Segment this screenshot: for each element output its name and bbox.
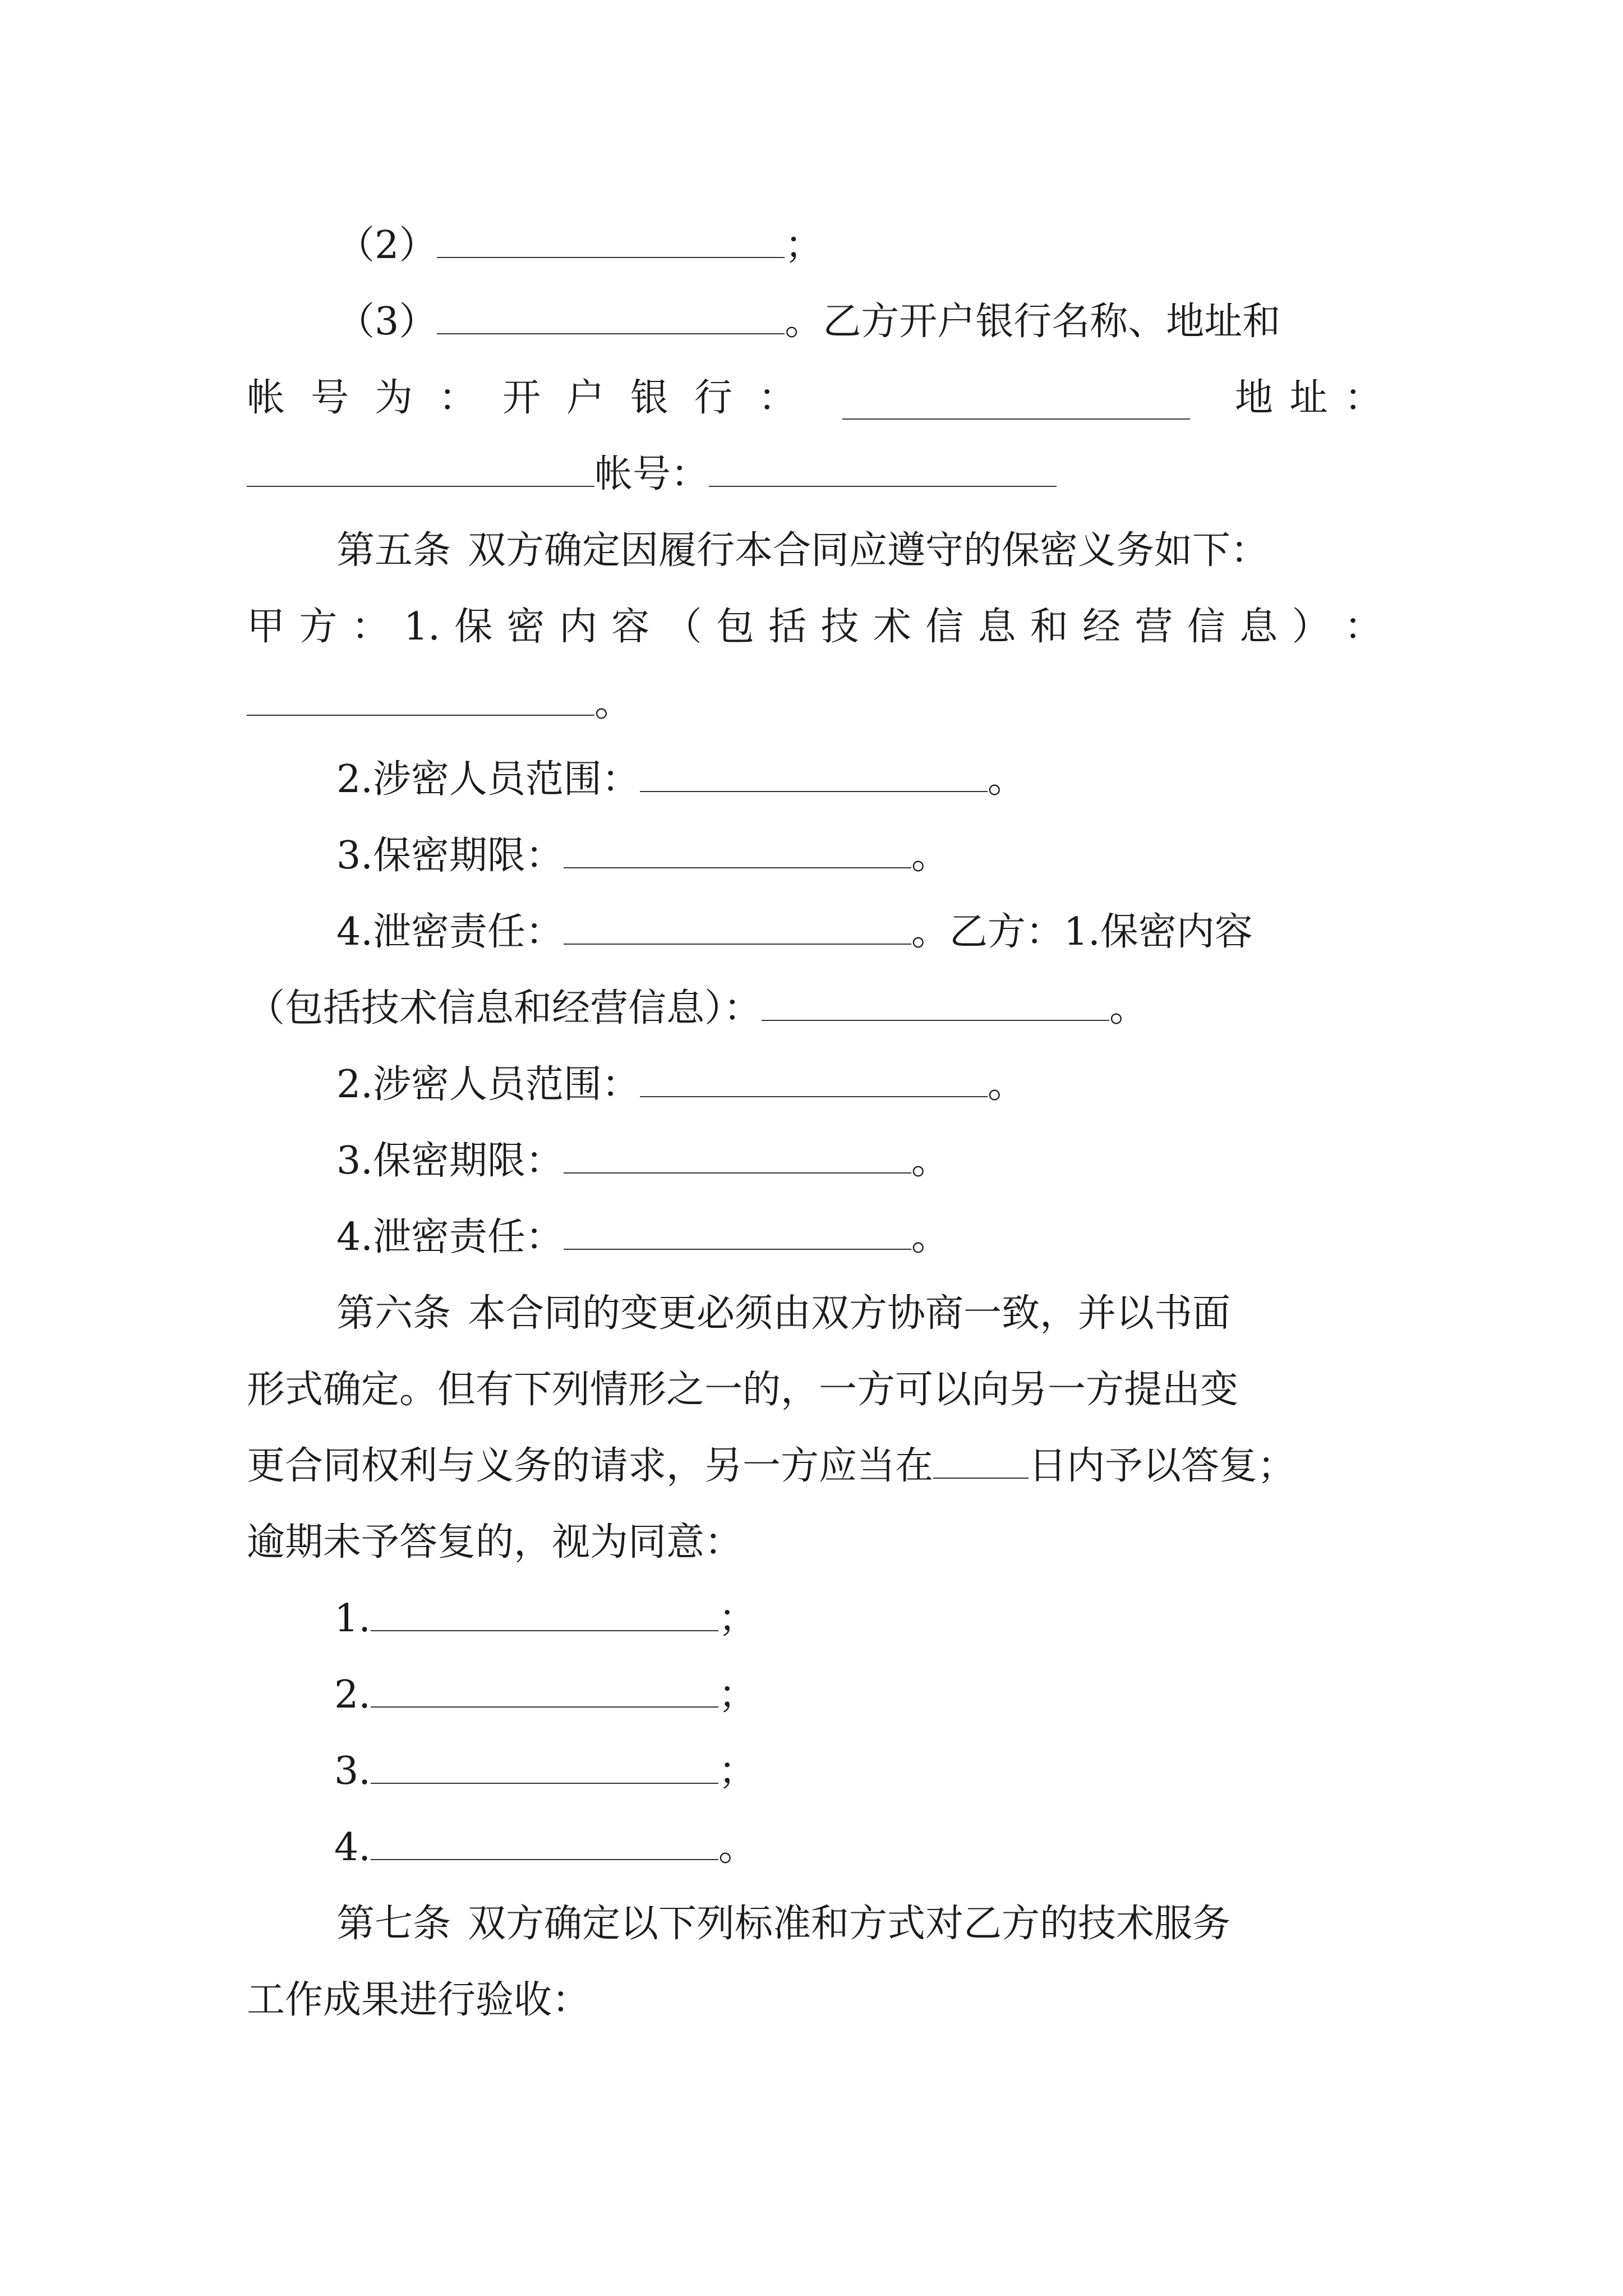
article-6-line-4: 逾期未予答复的，视为同意： <box>247 1520 743 1565</box>
field-label: 4.泄密责任： <box>336 1215 564 1259</box>
blank-field[interactable] <box>371 1598 718 1631</box>
party-a-confidential-content: 甲 方 ： 1. 保 密 内 容 （ 包 括 技 术 信 息 和 经 营 信 息 ） ： <box>247 605 1382 649</box>
address-field[interactable] <box>247 453 594 487</box>
item-number: （3） <box>336 300 437 344</box>
party-b-period: 3.保密期限： 。 <box>336 1139 949 1183</box>
article-text: 双方确定因履行本合同应遵守的保密义务如下： <box>468 528 1269 573</box>
bank-intro-text: 。乙方开户银行名称、地址和 <box>785 300 1281 344</box>
list-item: 3. ； <box>334 1749 757 1793</box>
field-label: 3.保密期限： <box>336 1139 564 1183</box>
blank-field[interactable] <box>564 1216 911 1250</box>
blank-field[interactable] <box>564 1140 911 1174</box>
list-item: 1. ； <box>334 1596 757 1641</box>
address-label-spaced: 地 址 ： <box>1235 376 1382 420</box>
address-account-line <box>247 453 1057 496</box>
party-b-scope: 2.涉密人员范围： 。 <box>336 1062 1026 1107</box>
blank-field[interactable] <box>437 301 785 334</box>
party-a-content-blank-line: 。 <box>247 682 633 725</box>
blank-field[interactable] <box>437 224 785 258</box>
bank-label-spaced: 帐 号 为 ： 开 户 银 行 ： <box>247 376 796 420</box>
item-end: ； <box>785 223 823 268</box>
blank-field[interactable] <box>371 1750 718 1784</box>
article-6-heading <box>336 1292 1230 1335</box>
field-label: 2.涉密人员范围： <box>336 757 640 802</box>
item-number: （2） <box>336 223 437 268</box>
article-title: 第五条 <box>336 528 451 573</box>
party-a-scope: 2.涉密人员范围： 。 <box>336 757 1026 802</box>
field-label: 4.泄密责任： <box>336 910 564 954</box>
clause-item-3 <box>336 301 1280 343</box>
article-5-heading <box>336 530 1269 572</box>
account-label: 帐号： <box>594 452 709 496</box>
blank-field[interactable] <box>640 1064 988 1097</box>
field-label: 2.涉密人员范围： <box>336 1062 640 1107</box>
article-6-line-3: 更合同权利与义务的请求，另一方应当在 日内予以答复； <box>247 1444 1296 1488</box>
blank-field[interactable] <box>762 987 1109 1021</box>
article-text: 双方确定以下列标准和方式对乙方的技术服务 <box>468 1902 1231 1946</box>
blank-field[interactable] <box>640 758 988 792</box>
party-a-liability <box>336 911 1253 954</box>
blank-field[interactable] <box>247 682 594 716</box>
article-7-line-2: 工作成果进行验收： <box>247 1978 591 2022</box>
field-label: （包括技术信息和经营信息）： <box>247 986 762 1030</box>
blank-field[interactable] <box>564 911 911 945</box>
bank-account-line <box>247 377 1382 420</box>
clause-item-2 <box>336 224 823 267</box>
account-number-field[interactable] <box>709 453 1057 487</box>
article-title: 第六条 <box>336 1291 451 1336</box>
list-item: 2. ； <box>334 1673 757 1717</box>
blank-field[interactable] <box>371 1826 718 1860</box>
article-text: 本合同的变更必须由双方协商一致，并以书面 <box>468 1291 1231 1336</box>
blank-field[interactable] <box>564 835 911 868</box>
party-a-period: 3.保密期限： 。 <box>336 834 949 878</box>
field-label: 3.保密期限： <box>336 834 564 878</box>
list-item: 4. 。 <box>334 1825 757 1870</box>
party-b-confidential-content: （包括技术信息和经营信息）： 。 <box>247 986 1148 1030</box>
days-field[interactable] <box>933 1445 1029 1479</box>
blank-field[interactable] <box>371 1674 718 1708</box>
bank-name-field[interactable] <box>842 386 1190 420</box>
party-b-intro: 。乙方：1.保密内容 <box>911 910 1253 954</box>
article-title: 第七条 <box>336 1902 451 1946</box>
article-7-heading <box>336 1903 1230 1945</box>
party-b-liability: 4.泄密责任： 。 <box>336 1215 949 1259</box>
article-6-line-2: 形式确定。但有下列情形之一的，一方可以向另一方提出变 <box>247 1368 1239 1412</box>
